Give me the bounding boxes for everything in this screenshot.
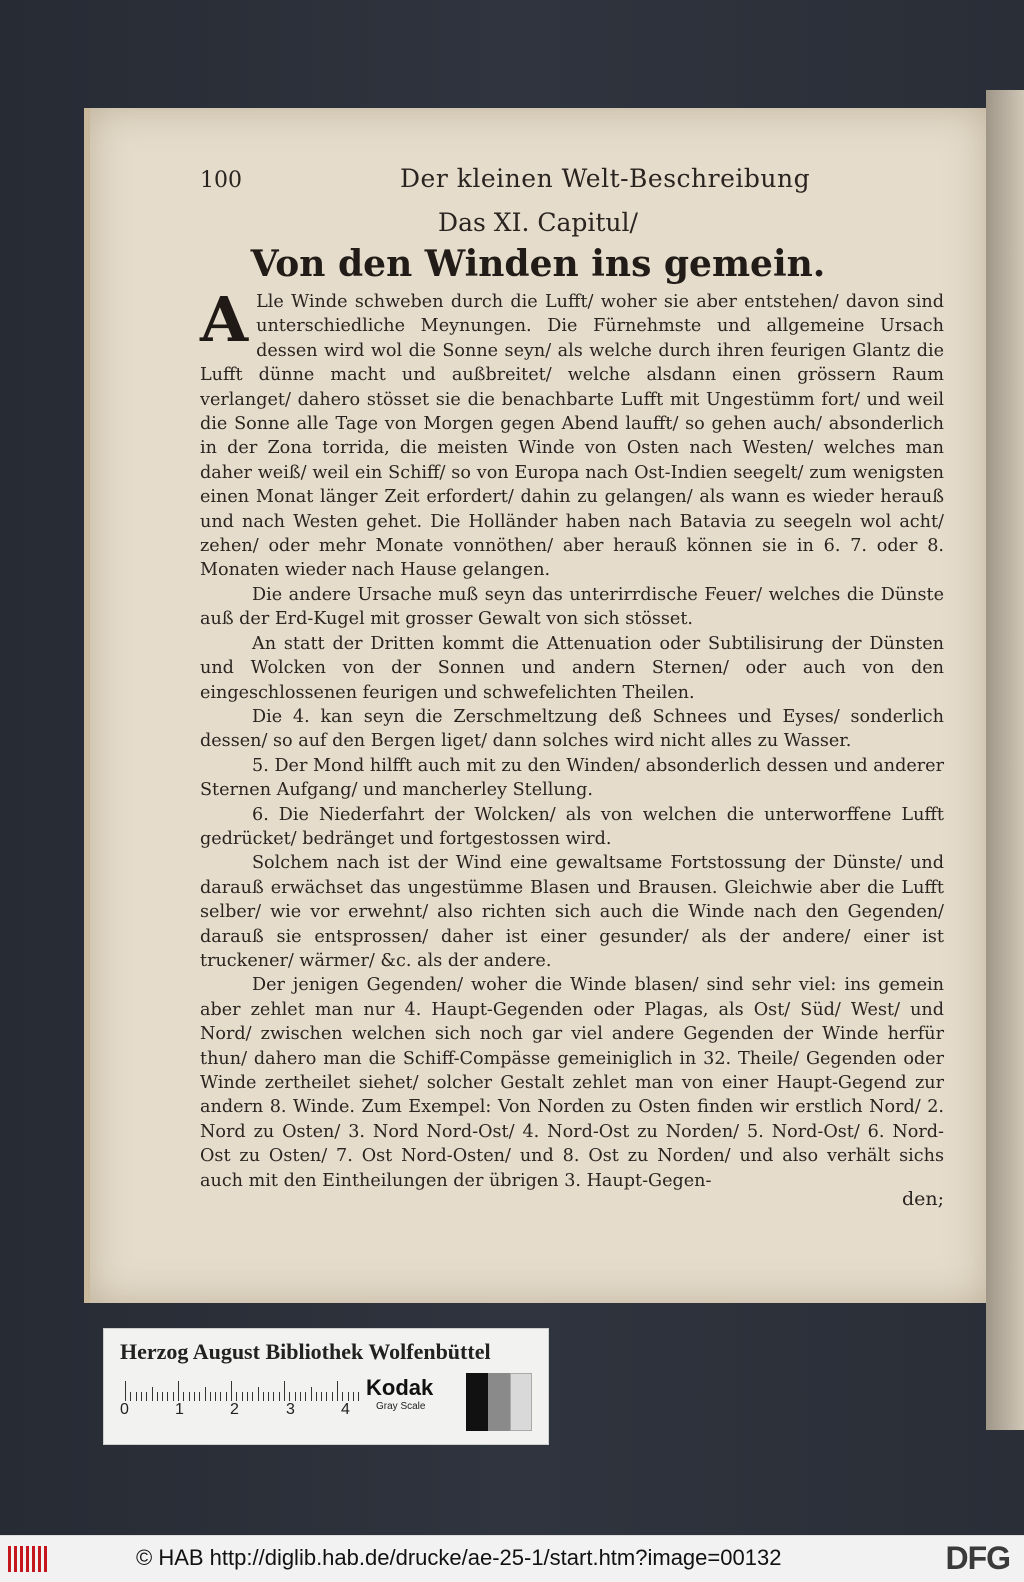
ruler-tick xyxy=(178,1381,179,1401)
ruler-tick xyxy=(194,1392,195,1401)
ruler-tick xyxy=(316,1392,317,1401)
ruler-tick xyxy=(305,1392,306,1401)
copyright-url[interactable]: © HAB http://diglib.hab.de/drucke/ae-25-1/start.htm?image=00132 xyxy=(136,1545,782,1570)
ruler-tick xyxy=(321,1392,322,1401)
ruler-tick xyxy=(210,1392,211,1401)
ruler-tick xyxy=(220,1392,221,1401)
paragraph-3: An statt der Dritten kommt die Attenuation oder Subtilisirung der Dünsten und Wolcken von der Sonnen und andern Sternen/ oder auch von den eingeschlossenen feurigen und schwefelichten Theilen. xyxy=(200,633,944,703)
ruler-tick xyxy=(189,1392,190,1401)
ruler-tick xyxy=(167,1392,168,1401)
paragraph-2: Die andere Ursache muß seyn das unterirrdische Feuer/ welches die Dünste auß der Erd-Kugel mit grosser Gewalt von sich stösset. xyxy=(200,584,944,630)
color-calibration-bar xyxy=(103,1328,549,1445)
ruler-tick xyxy=(268,1392,269,1401)
ruler-tick xyxy=(157,1392,158,1401)
ruler-tick xyxy=(130,1392,131,1401)
paragraph-1: A Lle Winde schweben durch die Lufft/ woher sie aber entstehen/ davon sind unterschiedliche Meynungen. Die Fürnehmste und allgemeine Ursach dessen wird wol die Sonne seyn/ als welche durch ihren feurigen Glantz die Lufft dünne macht und außbreitet/ welche alsdann einen grössern Raum verlanget/ dahero stösset sie die benachbarte Lufft mit Ungestümm fort/ und weil die Sonne alle Tage von Morgen gegen Abend laufft/ so gehen auch/ absonderlich in der Zona torrida, die meisten Winde von Osten nach Westen/ welches man daher weiß/ weil ein Schiff/ so von Europa nach Ost-Indien seegelt/ zum wenigsten einen Monat länger Zeit erfordert/ dahin zu gelangen/ als wann es wieder herauß und nach Westen gehet. Die Holländer haben nach Batavia zu seegeln wol acht/ zehen/ oder mehr Monate vonnöthen/ aber herauß können sie in 6. 7. oder 8. Monaten wieder nach Hause gelangen. xyxy=(200,283,944,581)
ruler-tick xyxy=(263,1392,264,1401)
swatch-gray xyxy=(488,1373,510,1431)
ruler-tick xyxy=(162,1392,163,1401)
ruler-tick xyxy=(289,1392,290,1401)
ruler-tick xyxy=(300,1392,301,1401)
paragraph-5: 5. Der Mond hilfft auch mit zu den Winden/ absonderlich dessen und anderer Sternen Aufgang/ und mancherley Stellung. xyxy=(200,755,944,801)
paragraph-4: Die 4. kan seyn die Zerschmeltzung deß Schnees und Eyses/ sonderlich dessen/ so auf den Bergen liget/ dann solches wird nicht alles zu Wasser. xyxy=(200,706,944,752)
paragraph-6: 6. Die Niederfahrt der Wolcken/ als von welchen die unterworffene Lufft gedrücket/ bedränget und fortgestossen wird. xyxy=(200,804,944,849)
ruler-tick xyxy=(337,1381,338,1401)
chapter-heading: Von den Winden ins gemein. xyxy=(250,243,826,285)
gray-scale-label: Gray Scale xyxy=(376,1401,426,1412)
ruler-tick xyxy=(183,1392,184,1401)
catchword: den; xyxy=(901,1188,944,1210)
ruler-tick xyxy=(242,1392,243,1401)
ruler-tick xyxy=(152,1387,153,1401)
chapter-label: Das XI. Capitul/ xyxy=(438,208,638,237)
ruler-label-0: 0 xyxy=(120,1401,129,1418)
swatch-white xyxy=(510,1373,532,1431)
hab-logo-icon xyxy=(6,1542,48,1576)
ruler-tick xyxy=(199,1392,200,1401)
ruler-tick xyxy=(125,1381,126,1401)
ruler-tick xyxy=(252,1392,253,1401)
drop-capital: A xyxy=(200,283,249,356)
ruler-tick xyxy=(247,1392,248,1401)
kodak-logo: Kodak xyxy=(366,1375,434,1400)
ruler-tick xyxy=(279,1392,280,1401)
paragraph-8: Der jenigen Gegenden/ woher die Winde blasen/ sind sehr viel: ins gemein aber zehlet man nur 4. Haupt-Gegenden oder Plagas, als Ost/ Süd/ West/ und Nord/ zwischen welchen sich noch gar viel andere Gegenden der Winde herfür thun/ dahero man die Schiff-Compässe gemeiniglich in 32. Theile/ Gegenden oder Winde zertheilet siehet/ solcher Gestalt zehlet man von einer Haupt-Gegend zur andern 8. Winde. Zum Exempel: Von Norden zu Osten finden wir erstlich Nord/ 2. Nord zu Osten/ 3. Nord Nord-Ost/ 4. Nord-Ost zu Norden/ 5. Nord-Ost/ 6. Nord-Ost zu Osten/ 7. Ost Nord-Osten/ und 8. Ost zu Norden/ und also verhält sichs auch mit den Eintheilungen der übrigen 3. Haupt-Gegen- xyxy=(200,975,944,1191)
ruler-tick xyxy=(141,1392,142,1401)
ruler-label-4: 4 xyxy=(341,1401,350,1418)
ruler-label-2: 2 xyxy=(230,1401,239,1418)
scale-ruler xyxy=(120,1379,352,1419)
paragraph-7: Solchem nach ist der Wind eine gewaltsame Fortstossung der Dünste/ und darauß erwächset das ungestümme Blasen und Brausen. Gleichwie aber die Lufft selber/ wie vor erwehnt/ also richten sich auch die Winde nach den Gegenden/ darauß sie entsprossen/ daher ist einer gesunder/ als der andere/ einer ist truckener/ wärmer/ &c. als der andere. xyxy=(200,853,944,971)
ruler-tick xyxy=(173,1392,174,1401)
ruler-tick xyxy=(342,1392,343,1401)
ruler-tick xyxy=(284,1381,285,1401)
ruler-tick xyxy=(136,1392,137,1401)
dfg-logo: DFG xyxy=(945,1540,1010,1576)
ruler-tick xyxy=(258,1387,259,1401)
ruler-tick xyxy=(348,1392,349,1401)
running-title: Der kleinen Welt-Beschreibung xyxy=(400,164,811,193)
ruler-tick xyxy=(295,1392,296,1401)
ruler-tick xyxy=(311,1387,312,1401)
body-text xyxy=(200,283,944,1193)
ruler-tick xyxy=(236,1392,237,1401)
ruler-label-1: 1 xyxy=(175,1401,184,1418)
facing-page-edge xyxy=(986,90,1024,1430)
ruler-tick xyxy=(215,1392,216,1401)
swatch-black xyxy=(466,1373,488,1431)
ruler-label-3: 3 xyxy=(286,1401,295,1418)
ruler-tick xyxy=(332,1392,333,1401)
book-page xyxy=(84,108,986,1303)
ruler-tick xyxy=(273,1392,274,1401)
ruler-tick xyxy=(353,1392,354,1401)
library-name: Herzog August Bibliothek Wolfenbüttel xyxy=(120,1339,491,1364)
ruler-tick xyxy=(358,1392,359,1401)
page-number: 100 xyxy=(200,168,242,193)
ruler-tick xyxy=(231,1381,232,1401)
ruler-tick xyxy=(326,1392,327,1401)
ruler-tick xyxy=(146,1392,147,1401)
footer-bar xyxy=(0,1535,1024,1582)
ruler-tick xyxy=(205,1387,206,1401)
ruler-tick xyxy=(226,1392,227,1401)
